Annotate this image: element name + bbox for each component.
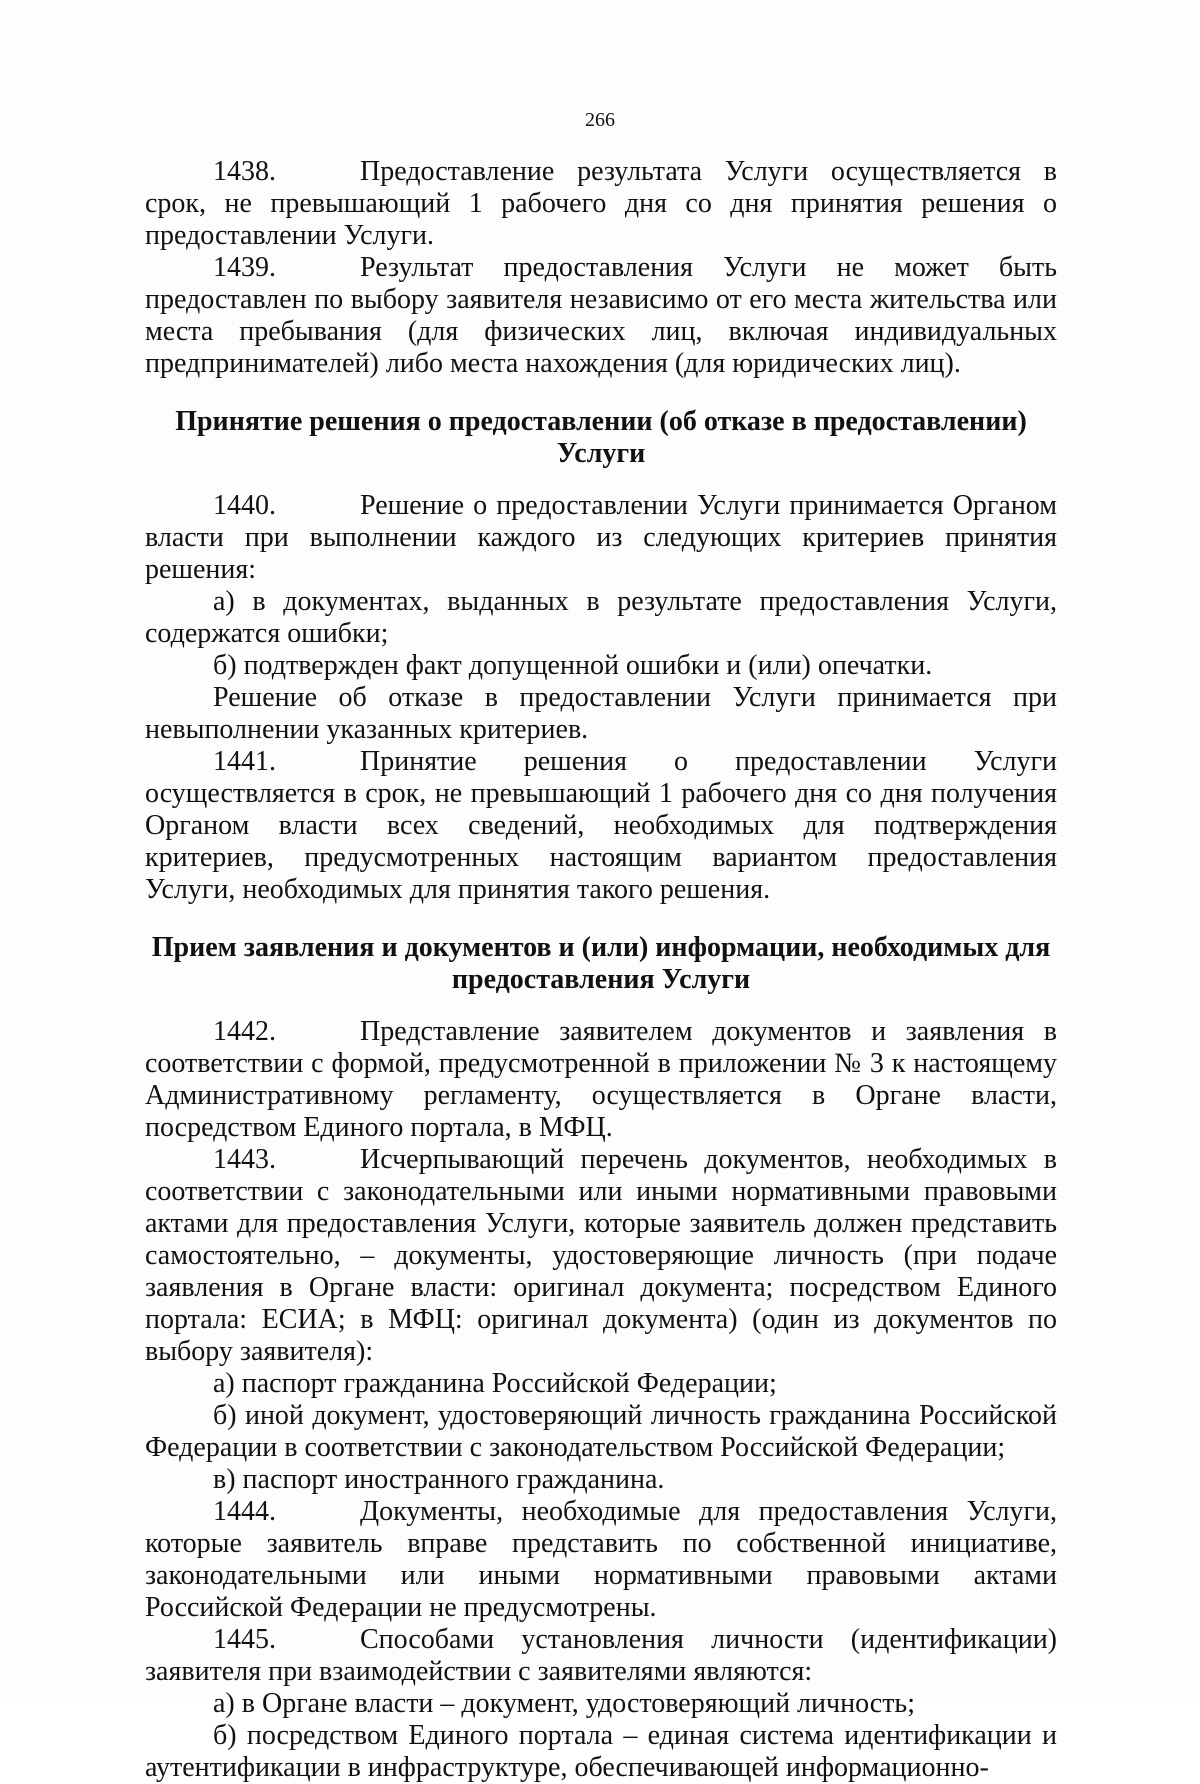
paragraph: б) посредством Единого портала – единая система идентификации и аутентификации в инфраструктуре, обеспечивающей информационно- <box>145 1720 1057 1783</box>
paragraph-number: 1444. <box>213 1496 276 1527</box>
paragraph-text: Принятие решения о предоставлении Услуги осуществляется в срок, не превышающий 1 рабочего дня со дня получения Органом власти всех сведений, необходимых для подтверждения критериев, предусмотренных настоящим вариантом предоставления Услуги, необходимых для принятия такого решения. <box>145 746 1057 905</box>
paragraph: а) в документах, выданных в результате предоставления Услуги, содержатся ошибки; <box>145 586 1057 649</box>
paragraph: в) паспорт иностранного гражданина. <box>213 1464 665 1495</box>
paragraph: Решение об отказе в предоставлении Услуги принимается при невыполнении указанных критериев. <box>145 682 1057 745</box>
page-number: 266 <box>585 109 615 131</box>
paragraph-number: 1440. <box>213 490 276 521</box>
numbered-paragraph <box>145 252 1057 380</box>
paragraph: б) подтвержден факт допущенной ошибки и (или) опечатки. <box>213 650 933 681</box>
paragraph-text: Представление заявителем документов и заявления в соответствии с формой, предусмотренной в приложении № 3 к настоящему Административному регламенту, осуществляется в Органе власти, посредством Единого портала, в МФЦ. <box>145 1016 1057 1143</box>
paragraph-text: Документы, необходимые для предоставления Услуги, которые заявитель вправе представить по собственной инициативе, законодательными или иными нормативными правовыми актами Российской Федерации не предусмотрены. <box>145 1496 1057 1623</box>
paragraph-number: 1443. <box>213 1144 276 1175</box>
numbered-paragraph <box>145 490 1057 586</box>
section-heading: Прием заявления и документов и (или) информации, необходимых для предоставления Услуги <box>151 932 1051 995</box>
paragraph-number: 1445. <box>213 1624 276 1655</box>
paragraph-text: Предоставление результата Услуги осуществляется в срок, не превышающий 1 рабочего дня со дня принятия решения о предоставлении Услуги. <box>145 156 1057 251</box>
paragraph-text: Способами установления личности (идентификации) заявителя при взаимодействии с заявителями являются: <box>145 1624 1057 1687</box>
paragraph-number: 1441. <box>213 746 276 777</box>
paragraph-number: 1438. <box>213 156 276 187</box>
paragraph-text: Результат предоставления Услуги не может быть предоставлен по выбору заявителя независимо от его места жительства или места пребывания (для физических лиц, включая индивидуальных предпринимателей) либо места нахождения (для юридических лиц). <box>145 252 1057 379</box>
paragraph-number: 1439. <box>213 252 276 283</box>
paragraph: а) паспорт гражданина Российской Федерации; <box>213 1368 777 1399</box>
paragraph-number: 1442. <box>213 1016 276 1047</box>
numbered-paragraph <box>145 1144 1057 1368</box>
paragraph: б) иной документ, удостоверяющий личность гражданина Российской Федерации в соответствии с законодательством Российской Федерации; <box>145 1400 1057 1463</box>
section-heading: Принятие решения о предоставлении (об отказе в предоставлении) Услуги <box>175 406 1027 469</box>
numbered-paragraph <box>145 746 1057 906</box>
paragraph-text: Решение о предоставлении Услуги принимается Органом власти при выполнении каждого из следующих критериев принятия решения: <box>145 490 1057 585</box>
paragraph: а) в Органе власти – документ, удостоверяющий личность; <box>213 1688 915 1719</box>
paragraph-text: Исчерпывающий перечень документов, необходимых в соответствии с законодательными или иными нормативными правовыми актами для предоставления Услуги, которые заявитель должен представить самостоятельно, – документы, удостоверяющие личность (при подаче заявления в Органе власти: оригинал документа; посредством Единого портала: ЕСИА; в МФЦ: оригинал документа) (один из документов по выбору заявителя): <box>145 1144 1057 1367</box>
document-body <box>145 156 1057 1784</box>
numbered-paragraph <box>145 1624 1057 1688</box>
numbered-paragraph <box>145 1496 1057 1624</box>
numbered-paragraph <box>145 156 1057 252</box>
numbered-paragraph <box>145 1016 1057 1144</box>
